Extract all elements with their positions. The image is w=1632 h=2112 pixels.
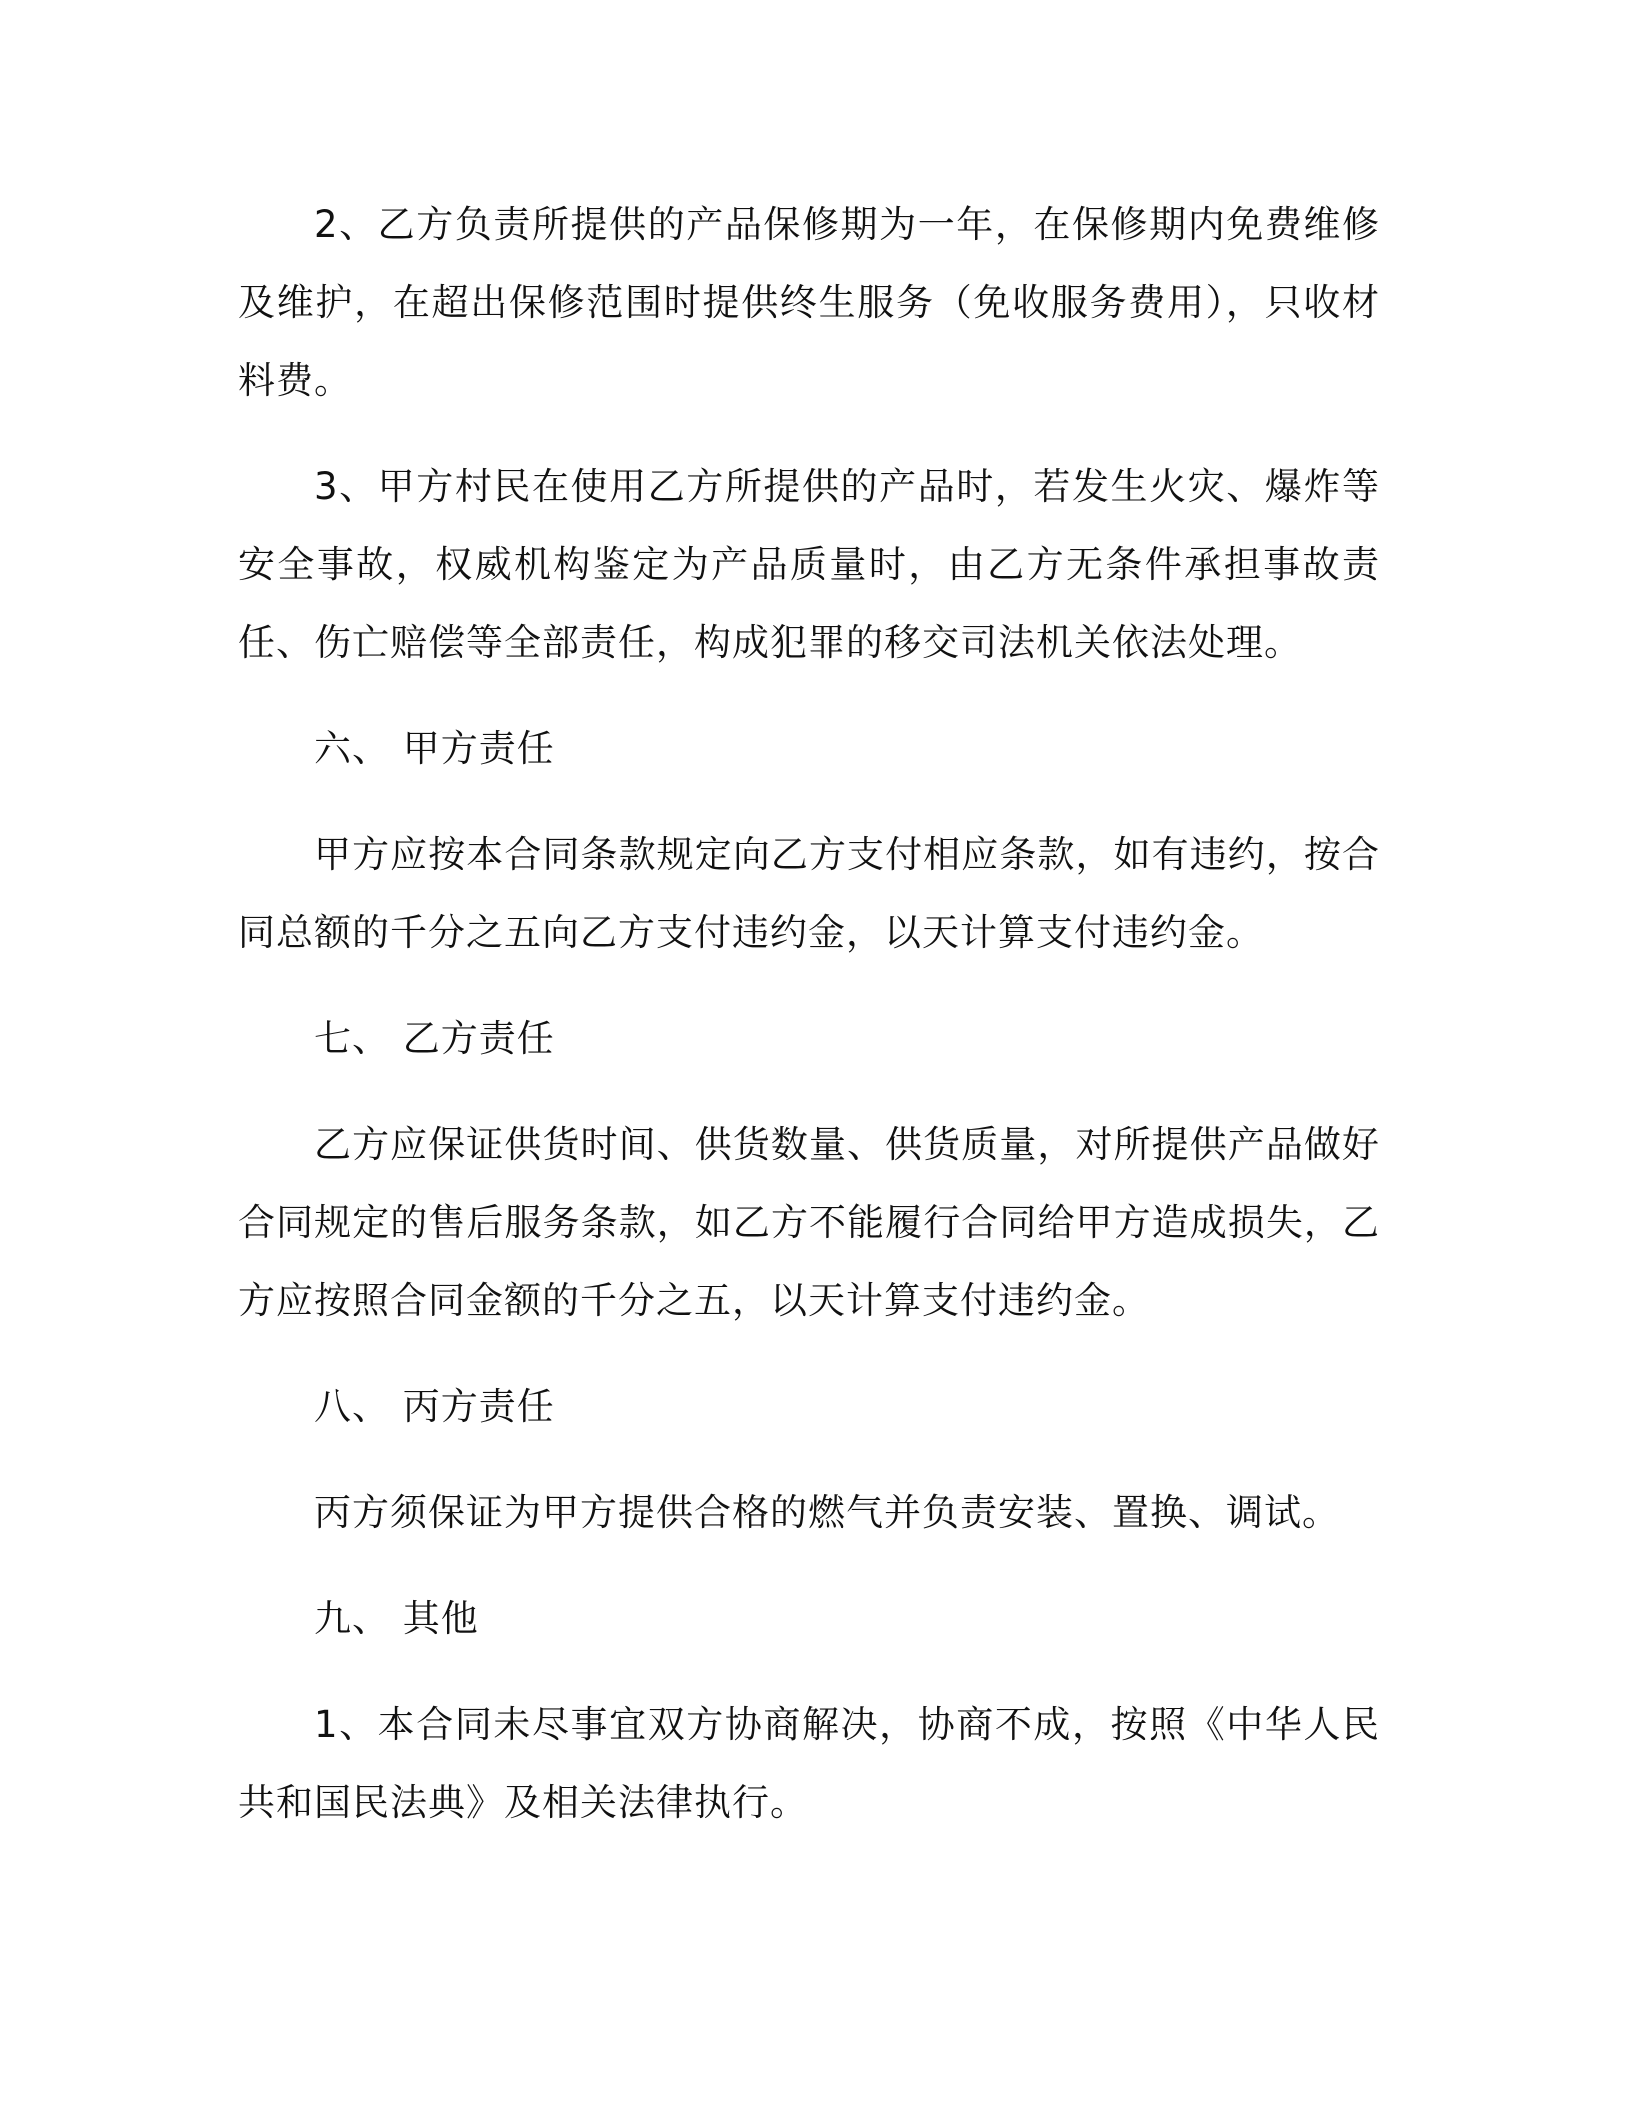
clause-safety-liability-paragraph: 3、甲方村民在使用乙方所提供的产品时，若发生火灾、爆炸等安全事故，权威机构鉴定为产品质量时，由乙方无条件承担事故责任、伤亡赔偿等全部责任，构成犯罪的移交司法机关依法处理。	[238, 465, 1380, 664]
document-body	[238, 186, 1380, 1842]
party-c-responsibility-paragraph: 丙方须保证为甲方提供合格的燃气并负责安装、置换、调试。	[314, 1491, 1340, 1534]
section-heading-party-c: 八、 丙方责任	[314, 1385, 555, 1428]
party-b-responsibility-paragraph: 乙方应保证供货时间、供货数量、供货质量，对所提供产品做好合同规定的售后服务条款，如乙方不能履行合同给甲方造成损失，乙方应按照合同金额的千分之五，以天计算支付违约金。	[238, 1123, 1380, 1322]
party-a-responsibility-paragraph: 甲方应按本合同条款规定向乙方支付相应条款，如有违约，按合同总额的千分之五向乙方支付违约金，以天计算支付违约金。	[238, 833, 1380, 954]
section-heading-other: 九、 其他	[314, 1597, 479, 1640]
section-heading-party-b: 七、 乙方责任	[314, 1017, 555, 1060]
section-heading-party-a: 六、 甲方责任	[314, 727, 555, 770]
other-clause-paragraph: 1、本合同未尽事宜双方协商解决，协商不成，按照《中华人民共和国民法典》及相关法律执行。	[238, 1703, 1380, 1824]
clause-warranty-paragraph: 2、乙方负责所提供的产品保修期为一年，在保修期内免费维修及维护，在超出保修范围时提供终生服务（免收服务费用），只收材料费。	[238, 203, 1380, 402]
